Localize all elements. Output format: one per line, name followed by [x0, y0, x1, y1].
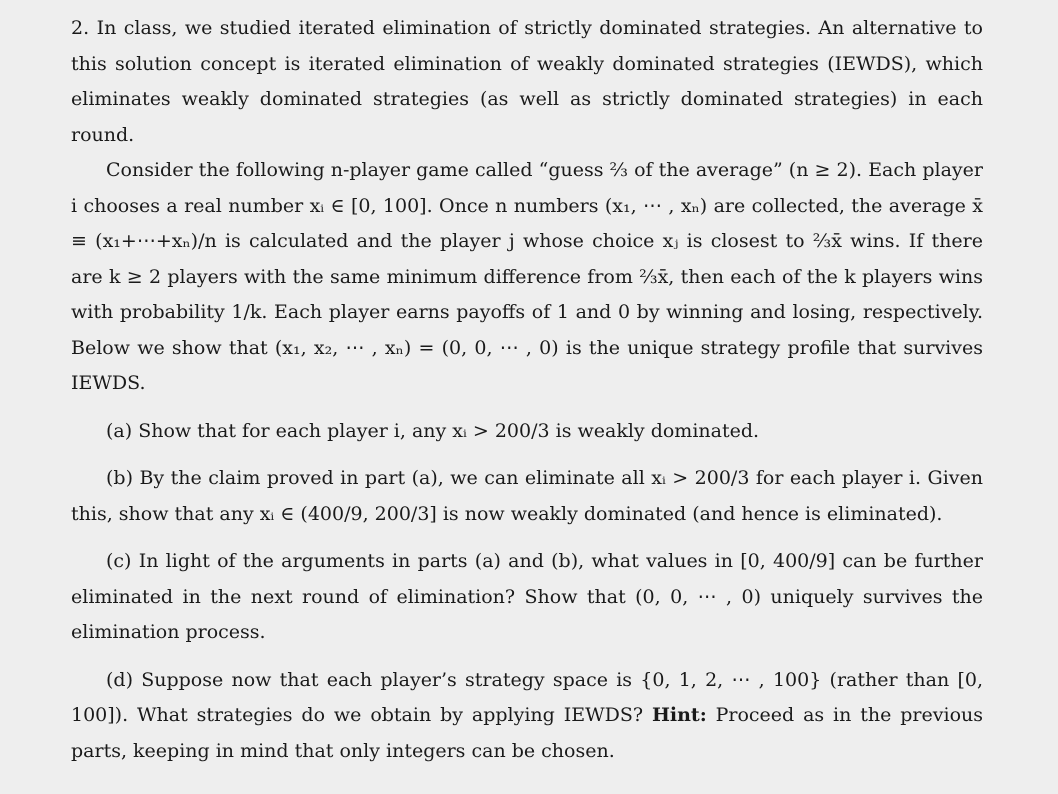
- part-d-paragraph: [71, 663, 983, 770]
- part-d-question: (d) Suppose now that each player’s strategy space is {0, 1, 2, ⋯ , 100} (rather than [0, 100]). What strategies do we obtain by applying IEWDS?: [71, 668, 983, 726]
- intro-paragraph: 2. In class, we studied iterated elimination of strictly dominated strategies. An alternative to this solution concept is iterated elimination of weakly dominated strategies (IEWDS), which eliminates weakly dominated strategies (as well as strictly dominated strategies) in each round.: [71, 17, 983, 146]
- part-c-paragraph: (c) In light of the arguments in parts (a) and (b), what values in [0, 400/9] can be further eliminated in the next round of elimination? Show that (0, 0, ⋯ , 0) uniquely survives the elimination process.: [71, 550, 983, 643]
- part-a-paragraph: (a) Show that for each player i, any xᵢ > 200/3 is weakly dominated.: [106, 419, 760, 442]
- part-b-paragraph: (b) By the claim proved in part (a), we can eliminate all xᵢ > 200/3 for each player i. Given this, show that any xᵢ ∈ (400/9, 200/3] is now weakly dominated (and hence is eliminated).: [71, 467, 983, 525]
- hint-label: Hint:: [651, 704, 707, 726]
- game-description-paragraph: Consider the following n-player game called “guess ⅔ of the average” (n ≥ 2). Each player i chooses a real number xᵢ ∈ [0, 100]. Once n numbers (x₁, ⋯ , xₙ) are collected, the average x̄ ≡ (x₁+⋯+xₙ)/n is calculated and the player j whose choice xⱼ is closest to ⅔x̄ wins. If there are k ≥ 2 players with the same minimum difference from ⅔x̄, then each of the k players wins with probability 1/k. Each player earns payoffs of 1 and 0 by winning and losing, respectively. Below we show that (x₁, x₂, ⋯ , xₙ) = (0, 0, ⋯ , 0) is the unique strategy profile that survives IEWDS.: [71, 159, 983, 394]
- hint-text: Proceed as in the previous parts, keeping in mind that only integers can be chosen.: [71, 704, 983, 762]
